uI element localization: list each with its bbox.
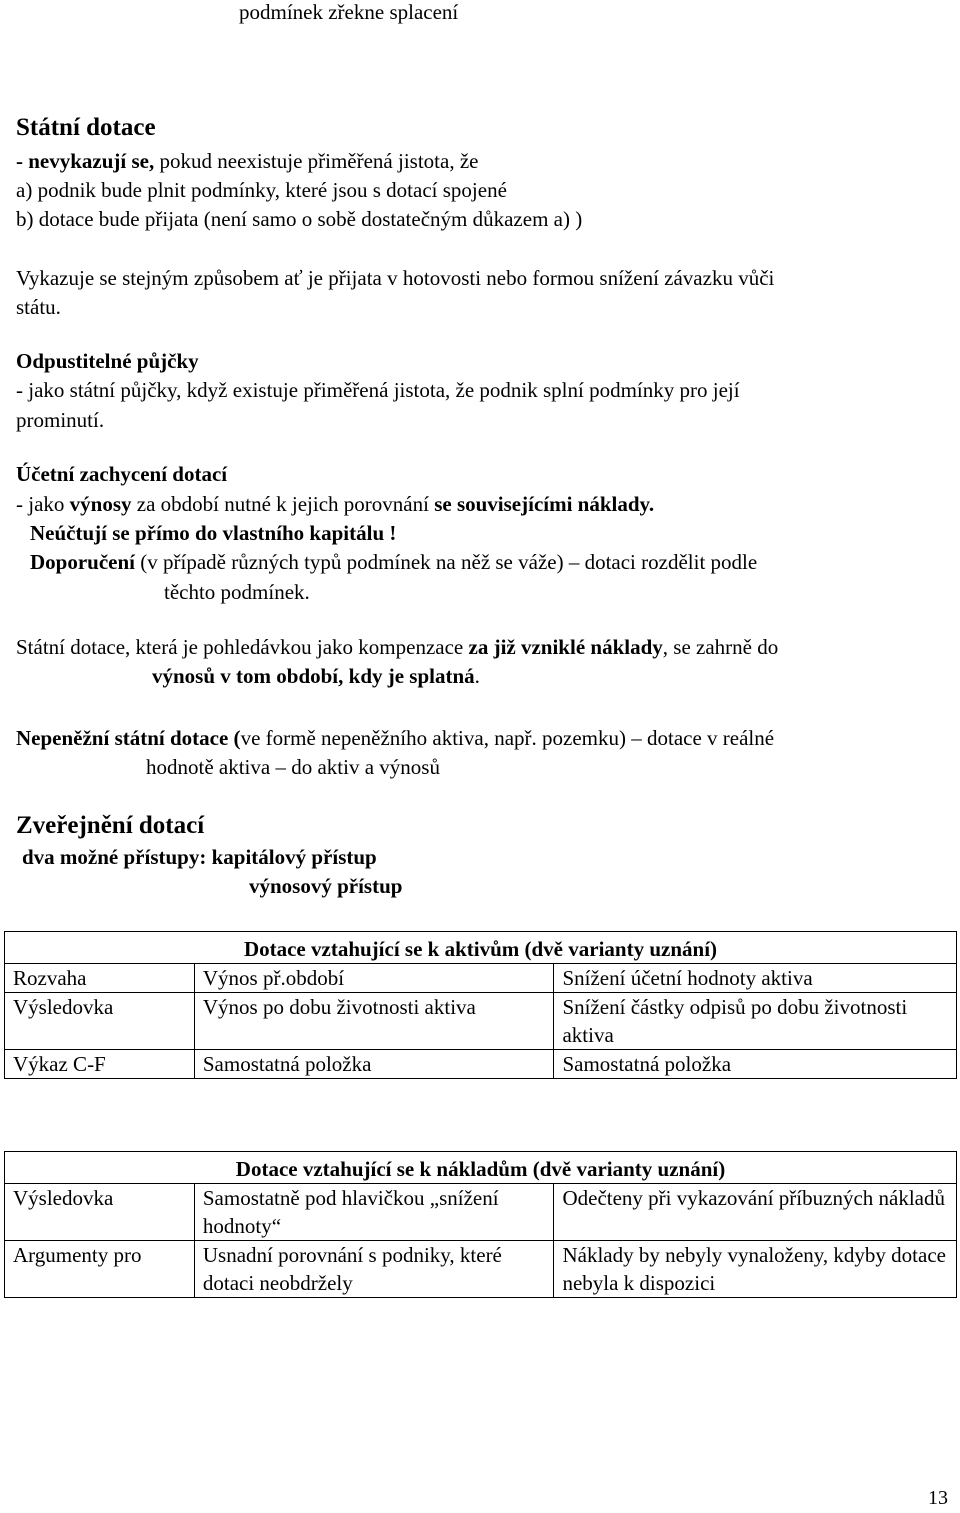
table-cell: Náklady by nebyly vynaloženy, kdyby dotace nebyla k dispozici — [554, 1241, 957, 1298]
table-cell: Výnos př.období — [194, 964, 554, 993]
kompenzace-line-2 — [152, 662, 480, 691]
page-number: 13 — [928, 1487, 948, 1509]
table-cell: Snížení částky odpisů po dobu životnosti aktiva — [554, 993, 957, 1050]
doporuceni-rest: (v případě různých typů podmínek na něž se váže) – dotaci rozdělit podle — [135, 550, 758, 574]
condition-a: a) podnik bude plnit podmínky, které jsou s dotací spojené — [16, 178, 507, 202]
nepenezni-line-1 — [16, 724, 774, 753]
pristupy-line-2: výnosový přístup — [249, 874, 403, 898]
vykazuje-line-1: Vykazuje se stejným způsobem ať je přijata v hotovosti nebo formou snížení závazku vůči — [16, 266, 775, 290]
table-aktiva-header-row — [5, 932, 957, 964]
nevykazuji-rest: pokud neexistuje přiměřená jistota, že — [154, 149, 479, 173]
zachyceni-naklady: se souvisejícími náklady. — [434, 492, 655, 516]
vykazuje-line-2: státu. — [16, 295, 61, 319]
table-cell-label: Argumenty pro — [5, 1241, 195, 1298]
table-cell: Samostatná položka — [554, 1050, 957, 1079]
table-aktiva — [4, 931, 957, 1079]
doporuceni-bold: Doporučení — [30, 550, 135, 574]
nevykazuji-bold: - nevykazují se, — [16, 149, 155, 173]
table-cell: Usnadní porovnání s podniky, které dotaci neobdržely — [194, 1241, 554, 1298]
zachyceni-line-1 — [16, 490, 654, 519]
heading-zverejneni: Zveřejnění dotací — [16, 812, 205, 839]
heading-statni-dotace: Státní dotace — [16, 114, 156, 141]
table-row — [5, 1184, 957, 1241]
pujcky-line-1: - jako státní půjčky, když existuje přiměřená jistota, že podnik splní podmínky pro její — [16, 378, 740, 402]
kompenzace-bold: za již vzniklé náklady — [468, 635, 663, 659]
kompenzace-line-1 — [16, 633, 778, 662]
heading-ucetni-zachyceni: Účetní zachycení dotací — [16, 462, 228, 486]
table-cell-label: Rozvaha — [5, 964, 195, 993]
nepenezni-bold: Nepeněžní státní dotace ( — [16, 726, 241, 750]
table-cell: Samostatně pod hlavičkou „snížení hodnoty“ — [194, 1184, 554, 1241]
table-aktiva-header: Dotace vztahující se k aktivům (dvě varianty uznání) — [5, 932, 957, 964]
table-naklady-header: Dotace vztahující se k nákladům (dvě varianty uznání) — [5, 1152, 957, 1184]
line-nevykazuji — [16, 147, 478, 176]
kompenzace-text-c: , se zahrně do — [662, 635, 779, 659]
zachyceni-vynosy: výnosy — [69, 492, 132, 516]
kompenzace-vynosu: výnosů v tom období, kdy je splatná — [152, 664, 475, 688]
doporuceni-line — [30, 548, 757, 577]
nepenezni-line-2: hodnotě aktiva – do aktiv a výnosů — [146, 755, 440, 779]
table-cell-label: Výsledovka — [5, 1184, 195, 1241]
table-cell-label: Výsledovka — [5, 993, 195, 1050]
kompenzace-period: . — [474, 664, 480, 688]
doporuceni-line-2: těchto podmínek. — [164, 580, 310, 604]
table-cell: Samostatná položka — [194, 1050, 554, 1079]
zachyceni-text-a: - jako — [16, 492, 70, 516]
table-cell: Výnos po dobu životnosti aktiva — [194, 993, 554, 1050]
carryover-line: podmínek zřekne splacení — [239, 0, 459, 24]
table-naklady — [4, 1151, 957, 1298]
nepenezni-rest: ve formě nepeněžního aktiva, např. pozemku) – dotace v reálné — [240, 726, 775, 750]
table-row — [5, 964, 957, 993]
pristupy-line-1: dva možné přístupy: kapitálový přístup — [22, 845, 377, 869]
heading-odpustitelne-pujcky: Odpustitelné půjčky — [16, 349, 199, 373]
table-row — [5, 1050, 957, 1079]
table-row — [5, 1241, 957, 1298]
neuctuji-line: Neúčtují se přímo do vlastního kapitálu ! — [30, 521, 397, 545]
condition-b: b) dotace bude přijata (není samo o sobě dostatečným důkazem a) ) — [16, 207, 583, 231]
pujcky-line-2: prominutí. — [16, 408, 105, 432]
table-cell: Snížení účetní hodnoty aktiva — [554, 964, 957, 993]
kompenzace-text-a: Státní dotace, která je pohledávkou jako kompenzace — [16, 635, 469, 659]
zachyceni-text-c: za období nutné k jejich porovnání — [131, 492, 435, 516]
table-row — [5, 993, 957, 1050]
table-cell: Odečteny při vykazování příbuzných nákladů — [554, 1184, 957, 1241]
table-cell-label: Výkaz C-F — [5, 1050, 195, 1079]
table-naklady-header-row — [5, 1152, 957, 1184]
